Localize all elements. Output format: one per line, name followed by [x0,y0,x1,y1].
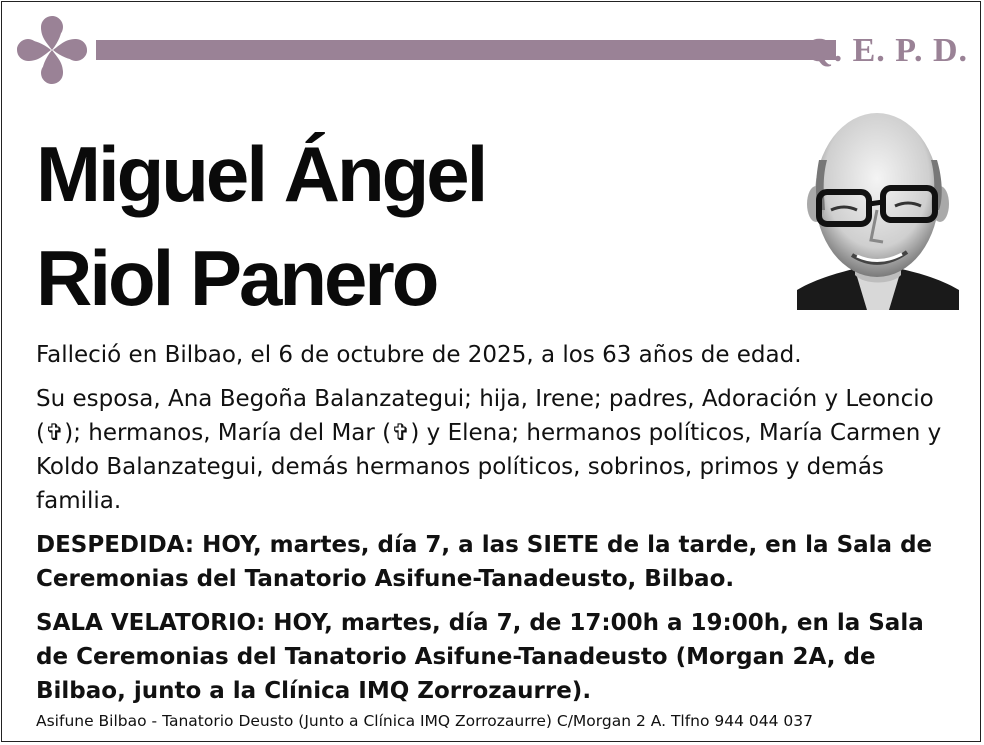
despedida-text: DESPEDIDA: HOY, martes, día 7, a las SIETE de la tarde, en la Sala de Ceremonias del Tanatorio Asifune-Tanadeusto, Bilbao. [36,532,933,592]
lauburu-icon [14,13,90,87]
deceased-name [36,122,485,330]
qepd-heading: Q. E. P. D. [806,32,968,69]
header-bar [96,40,836,60]
velatorio-text: SALA VELATORIO: HOY, martes, día 7, de 17:00h a 19:00h, en la Sala de Ceremonias del Tanatorio Asifune-Tanadeusto (Morgan 2A, de Bilbao, junto a la Clínica IMQ Zorrozaurre). [36,610,924,704]
name-line-1: Miguel Ángel [36,130,486,218]
death-notice-text: Falleció en Bilbao, el 6 de octubre de 2025, a los 63 años de edad. [36,342,802,368]
footer-contact: Asifune Bilbao - Tanatorio Deusto (Junto a Clínica IMQ Zorrozaurre) C/Morgan 2 A. Tlfno 944 044 037 [36,712,814,730]
family-text: Su esposa, Ana Begoña Balanzategui; hija, Irene; padres, Adoración y Leoncio (✞); hermanos, María del Mar (✞) y Elena; hermanos políticos, María Carmen y Koldo Balanzategui, demás hermanos políticos, sobrinos, primos y demás familia. [36,386,942,514]
portrait-photo [797,100,959,310]
name-line-2: Riol Panero [36,234,437,322]
